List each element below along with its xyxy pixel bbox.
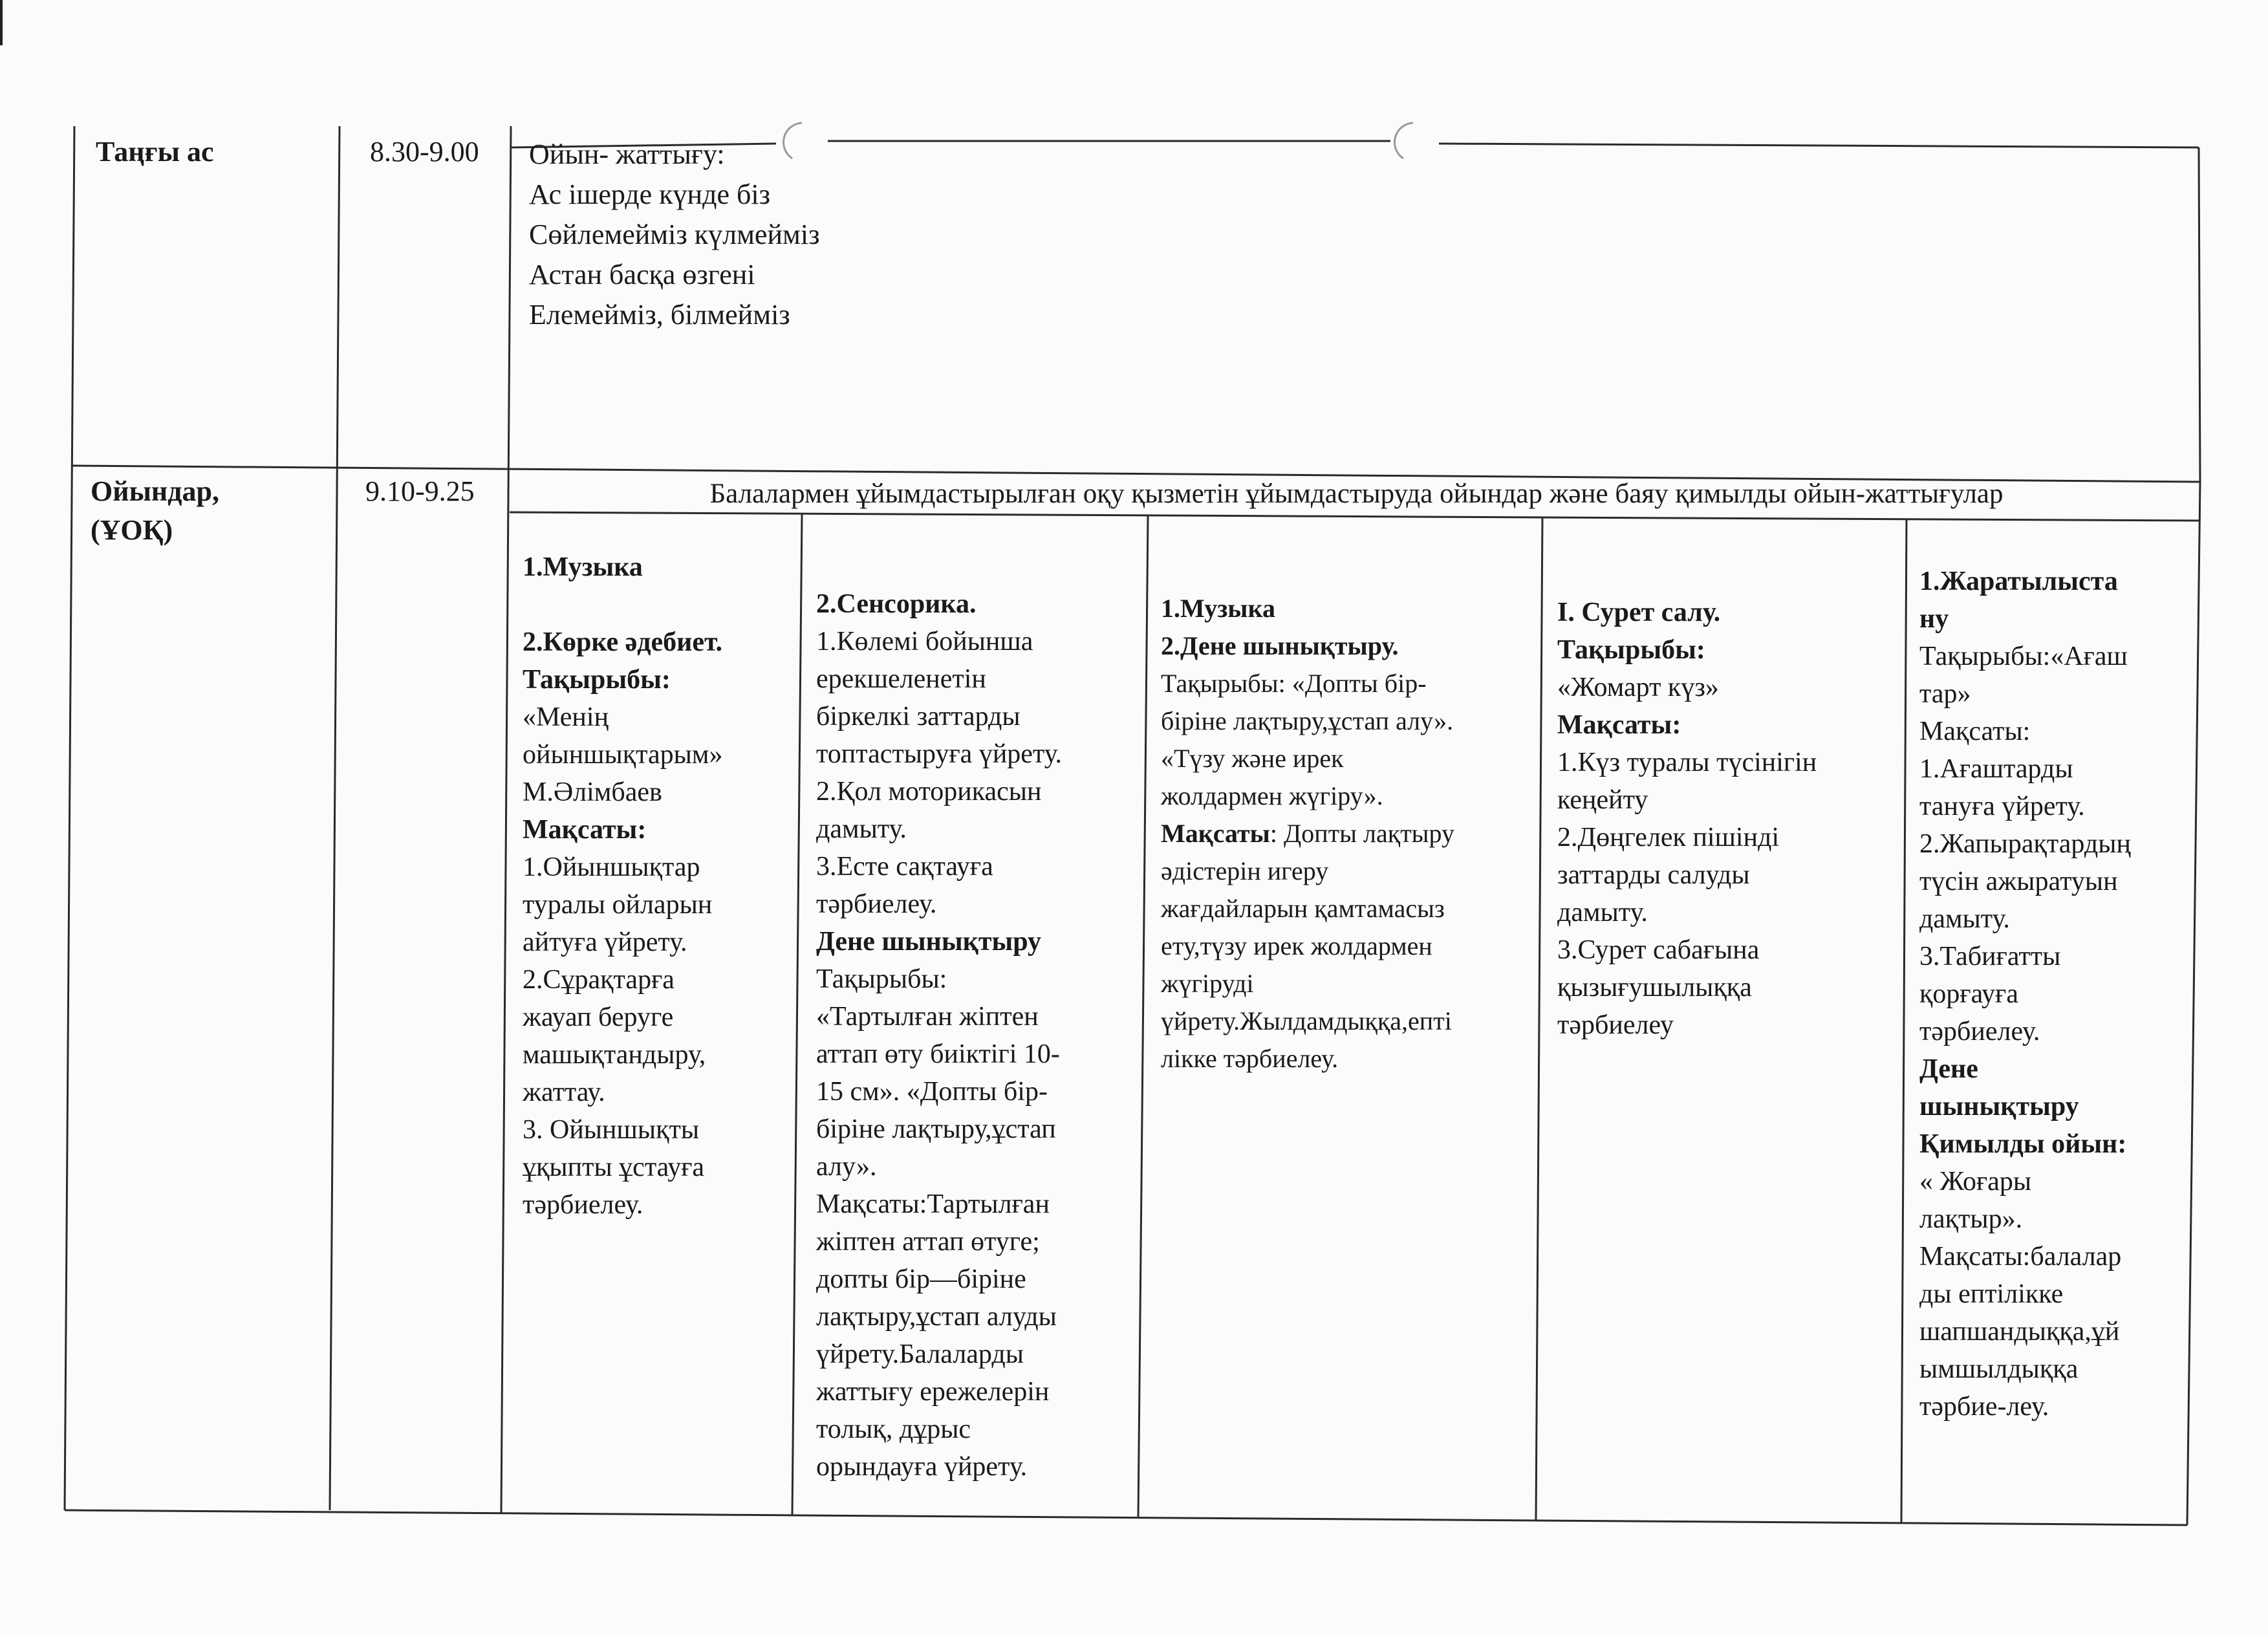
column-line: 2.Сұрақтарға bbox=[523, 965, 675, 995]
column-line: 2.Дене шынықтыру. bbox=[1161, 631, 1399, 660]
column-line: жүгіруді bbox=[1161, 969, 1254, 998]
column-line bbox=[523, 586, 794, 623]
column-line: дамыту. bbox=[816, 814, 907, 844]
column-line: ды ептілікке bbox=[1919, 1279, 2064, 1309]
column-line: толық, дұрыс bbox=[816, 1414, 971, 1444]
column-line: ету,түзу ирек жолдармен bbox=[1161, 931, 1432, 960]
column-line: үйрету.Балаларды bbox=[816, 1339, 1024, 1369]
column-line: 2.Көрке әдебиет. bbox=[523, 627, 722, 657]
column-line: айтуға үйрету. bbox=[523, 927, 687, 957]
column-line: Тақырыбы: bbox=[1557, 635, 1705, 665]
column-line: жіптен аттап өтуге; bbox=[816, 1227, 1040, 1257]
row-time-games: 9.10-9.25 bbox=[365, 475, 475, 507]
column-line: лікке тәрбиелеу. bbox=[1161, 1044, 1339, 1073]
table-right-border-top bbox=[2199, 147, 2200, 482]
column-line: Мақсаты:Тартылған bbox=[816, 1189, 1050, 1219]
column-line: «Менің bbox=[523, 702, 609, 732]
column-line: «Түзу және ирек bbox=[1161, 744, 1344, 773]
column-line: тәрбиелеу. bbox=[1919, 1017, 2040, 1046]
column-line: дамыту. bbox=[1919, 904, 2010, 934]
column-line: біріне лақтыру,ұстап bbox=[816, 1114, 1056, 1144]
column-line: Мақсаты: Допты лақтыру bbox=[1161, 819, 1455, 848]
column-line: 15 см». «Допты бір- bbox=[816, 1077, 1048, 1107]
column-line: Тақырыбы: bbox=[523, 665, 671, 695]
column-line: 2.Сенсорика. bbox=[816, 589, 977, 619]
column-line: аттап өту биіктігі 10- bbox=[816, 1039, 1060, 1069]
column-line: 3. Ойыншықты bbox=[523, 1115, 700, 1145]
text-line: Ас ішерде күнде біз bbox=[529, 179, 771, 210]
column-line: тәрбиелеу bbox=[1557, 1010, 1674, 1040]
column-line: үйрету.Жылдамдыққа,епті bbox=[1161, 1006, 1452, 1035]
column-line: тануға үйрету. bbox=[1919, 792, 2085, 821]
column-line: Дене bbox=[1919, 1054, 1978, 1084]
column-line: тар» bbox=[1919, 679, 1971, 709]
column-line: 2.Қол моторикасын bbox=[816, 777, 1042, 807]
text-line: Сөйлемейміз күлмейміз bbox=[529, 219, 820, 250]
column-line: 1.Музыка bbox=[523, 552, 643, 582]
text-line: Елемейміз, білмейміз bbox=[529, 299, 790, 330]
column-line: кеңейту bbox=[1557, 785, 1648, 815]
col-divider-3 bbox=[1536, 517, 1542, 1520]
column-line: допты бір—біріне bbox=[816, 1264, 1026, 1294]
row-label-games: Ойындар, (ҰОҚ) bbox=[91, 475, 220, 546]
column-line: жолдармен жүгіру». bbox=[1161, 781, 1383, 810]
column-line: Мақсаты: bbox=[1557, 710, 1681, 740]
text-line: Астан басқа өзгені bbox=[529, 259, 755, 290]
column-line: 1.Күз туралы түсінігін bbox=[1557, 748, 1817, 777]
column-line: 3.Табиғатты bbox=[1919, 942, 2061, 971]
column-line: орындауға үйрету. bbox=[816, 1452, 1028, 1482]
column-line: ну bbox=[1919, 604, 1949, 634]
column-line: тәрбие-леу. bbox=[1919, 1392, 2049, 1422]
text-line: Ойын- жаттығу: bbox=[529, 138, 725, 170]
column-line: ерекшеленетін bbox=[816, 664, 986, 694]
column-line: Тақырыбы: bbox=[816, 964, 947, 994]
column-line: ойыншықтарым» bbox=[523, 740, 723, 770]
column-line: 1.Ойыншықтар bbox=[523, 852, 700, 882]
column-line: ымшылдыққа bbox=[1919, 1354, 2079, 1384]
column-line: «Жомарт күз» bbox=[1557, 673, 1719, 702]
column-line: «Тартылған жіптен bbox=[816, 1002, 1039, 1032]
column-line: 1.Көлемі бойынша bbox=[816, 627, 1033, 656]
column-nature bbox=[1919, 563, 2191, 1425]
column-line: 2.Жапырақтардың bbox=[1919, 829, 2131, 859]
column-line: Тақырыбы:«Ағаш bbox=[1919, 642, 2128, 671]
column-line: Мақсаты: bbox=[1919, 717, 2031, 746]
column-music-literature bbox=[523, 548, 794, 1224]
col-divider-2 bbox=[1138, 516, 1148, 1517]
header-divider bbox=[510, 512, 2200, 521]
games-header: Балалармен ұйымдастырылған оқу қызметін ұйымдастыруда ойындар және баяу қимылды ойын-жаттығулар bbox=[709, 479, 2003, 509]
column-line: I. Сурет салу. bbox=[1557, 598, 1721, 627]
row-label-breakfast: Таңғы ас bbox=[96, 136, 214, 168]
column-line: қызығушылыққа bbox=[1557, 973, 1752, 1002]
column-line: лақтыр». bbox=[1919, 1204, 2023, 1234]
column-line: жауап беруге bbox=[523, 1002, 674, 1032]
column-line: заттарды салуды bbox=[1557, 860, 1750, 890]
column-line: М.Әлімбаев bbox=[523, 777, 662, 807]
column-line: біркелкі заттарды bbox=[816, 702, 1021, 731]
column-line: Тақырыбы: «Допты бір- bbox=[1161, 669, 1427, 698]
col-divider-4 bbox=[1901, 519, 1906, 1523]
column-line: тәрбиелеу. bbox=[523, 1190, 643, 1220]
table-left-border bbox=[65, 126, 74, 1510]
column-line: біріне лақтыру,ұстап алу». bbox=[1161, 706, 1454, 735]
column-line: 3.Есте сақтауға bbox=[816, 852, 993, 882]
column-line: 1.Жаратылыста bbox=[1919, 567, 2118, 596]
column-line: туралы ойларын bbox=[523, 890, 713, 920]
column-line: « Жоғары bbox=[1919, 1167, 2032, 1196]
column-line: Дене шынықтыру bbox=[816, 927, 1042, 957]
column-sensorics bbox=[816, 585, 1139, 1486]
label-time-divider bbox=[330, 126, 340, 1510]
column-line: 1.Музыка bbox=[1161, 594, 1275, 623]
column-line: алу». bbox=[816, 1152, 877, 1182]
column-line: жаттығу ережелерін bbox=[816, 1377, 1050, 1407]
column-line: шапшандыққа,ұй bbox=[1919, 1317, 2120, 1347]
column-line: топтастыруға үйрету. bbox=[816, 739, 1063, 769]
time-content-divider bbox=[501, 126, 511, 1513]
column-line: машықтандыру, bbox=[523, 1040, 706, 1070]
column-line: шынықтыру bbox=[1919, 1092, 2079, 1121]
table-bottom-border bbox=[65, 1510, 2187, 1525]
column-line: Қимылды ойын: bbox=[1919, 1129, 2127, 1159]
column-line: Мақсаты: bbox=[523, 815, 647, 845]
column-line: ұқыпты ұстауға bbox=[523, 1153, 705, 1182]
column-line: 3.Сурет сабағына bbox=[1557, 935, 1760, 965]
column-line: 1.Ағаштарды bbox=[1919, 754, 2073, 784]
row-time-breakfast: 8.30-9.00 bbox=[370, 136, 479, 168]
breakfast-game-text bbox=[529, 135, 2146, 335]
column-line: жағдайларын қамтамасыз bbox=[1161, 894, 1445, 923]
column-line: тәрбиелеу. bbox=[816, 889, 937, 919]
column-line: қорғауға bbox=[1919, 979, 2019, 1009]
column-line: жаттау. bbox=[523, 1077, 605, 1107]
column-line: әдістерін игеру bbox=[1161, 856, 1329, 885]
column-line: түсін ажыратуын bbox=[1919, 867, 2118, 896]
column-line: 2.Дөңгелек пішінді bbox=[1557, 823, 1780, 852]
column-line: дамыту. bbox=[1557, 898, 1648, 927]
column-music-pe bbox=[1161, 590, 1536, 1077]
column-line: Мақсаты:балалар bbox=[1919, 1242, 2122, 1272]
column-drawing bbox=[1557, 594, 1900, 1044]
column-line: лақтыру,ұстап алуды bbox=[816, 1302, 1057, 1332]
